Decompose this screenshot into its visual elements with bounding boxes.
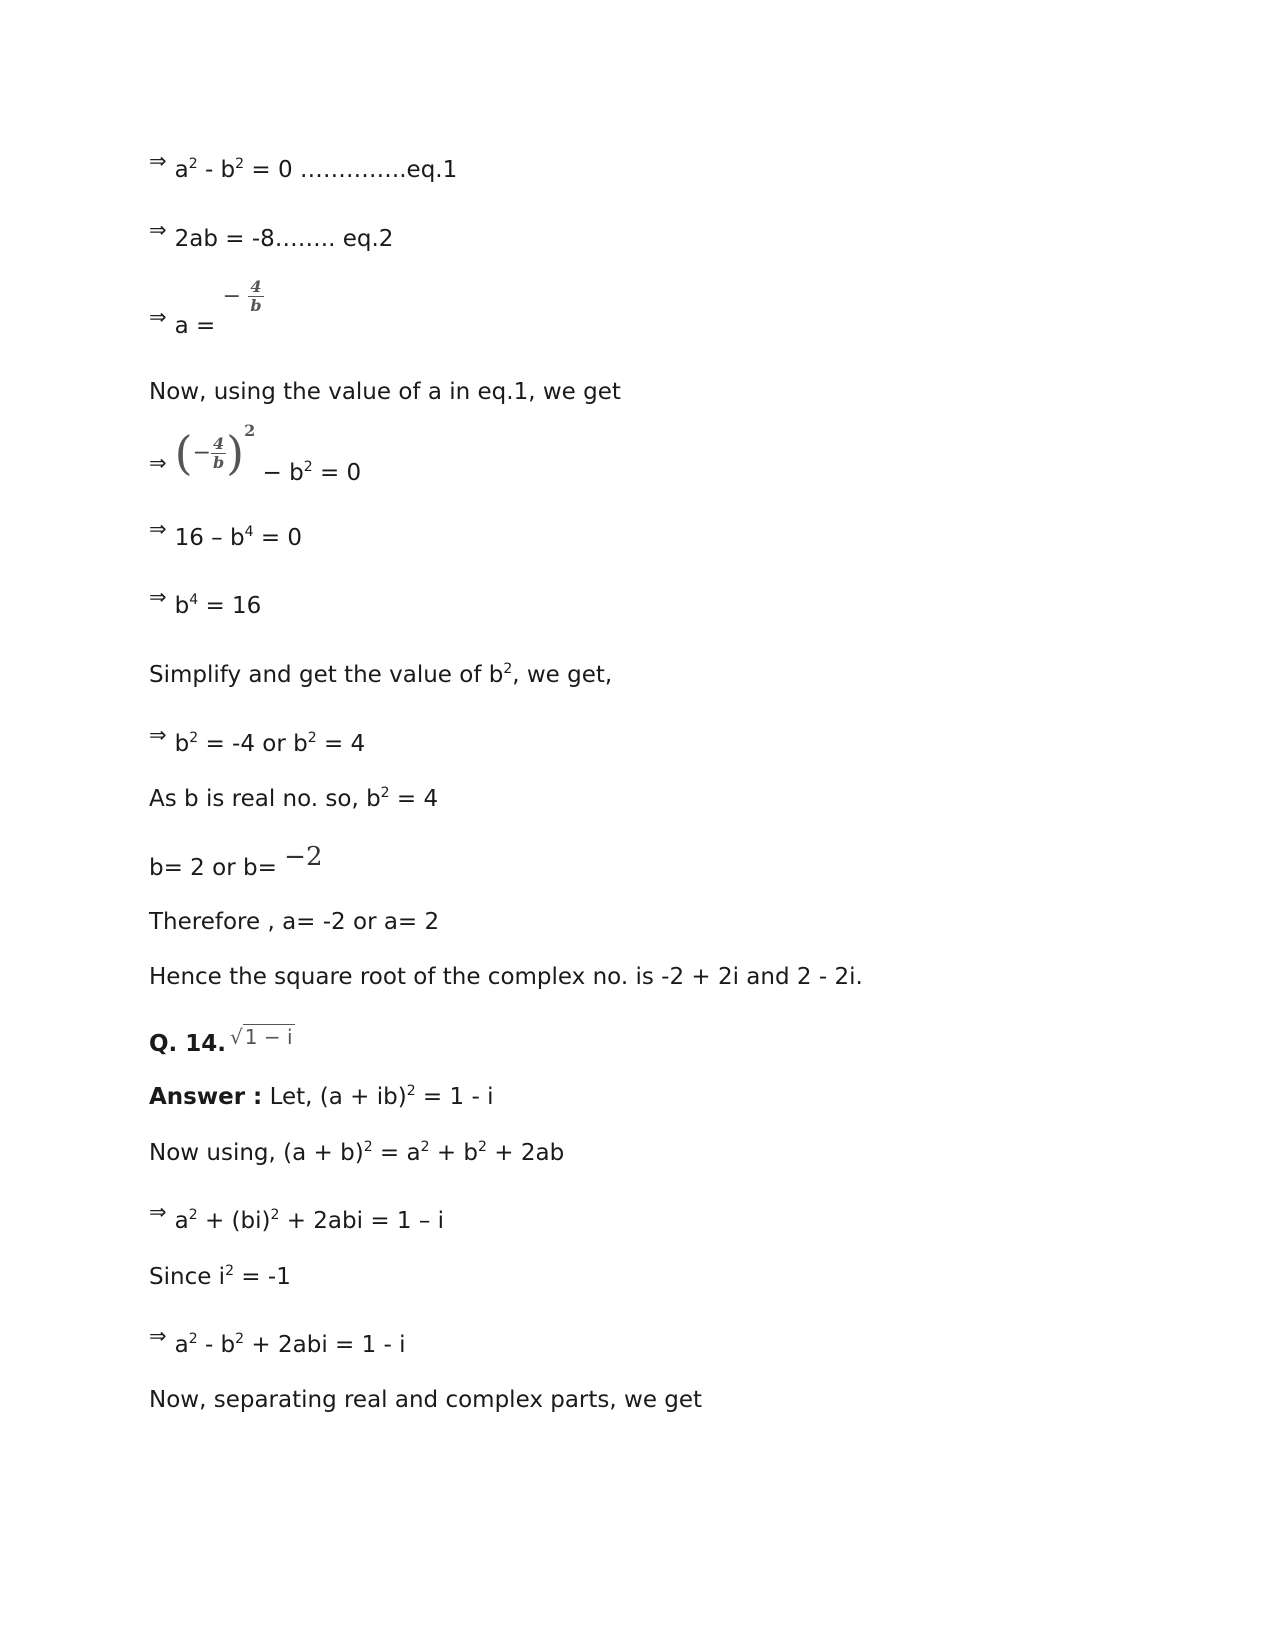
question-14-heading: Q. 14. √ 1 − i [149,1025,293,1057]
equation-line-7: ⇒ $b^4 = 16$ [149,585,262,619]
text-line-16: Now using, $(a + b)^2 = a^2 + b^2 + 2ab$ [149,1139,565,1166]
implies-arrow: ⇒ [149,723,167,747]
equation-line-17: ⇒ $a^2 + (bi)^2 + 2abi = 1 - i$ [149,1200,445,1234]
equation-line-3: ⇒ a = − $\frac{4}{b}$ [149,277,262,339]
implies-arrow: ⇒ [149,450,167,475]
text-line-10: As b is real no. so, $b^2 = 4$ [149,785,439,812]
text-line-11: b= 2 or b= −2 [149,842,323,881]
square-root-expression: √ 1 − i [230,1025,293,1049]
equation-line-9: ⇒ $b^2 = -4$ or $b^2 = 4$ [149,723,366,757]
implies-arrow: ⇒ [149,149,167,173]
text-line-20: Now, separating real and complex parts, we get [149,1387,703,1413]
equation-line-5: ⇒ (− $\frac{4}{b}$ )$^2 - b^2 = 0$ [149,420,362,486]
implies-arrow: ⇒ [149,1200,167,1224]
text-line-13: Hence the square root of the complex no. is -2 + 2i and 2 - 2i. [149,964,863,990]
fraction: $\frac{4}{b}$ [250,277,262,315]
answer-line: Answer : Let, (a + ib)$^2$ = 1 - i [149,1083,494,1110]
text-line-8: Simplify and get the value of $b^2$, we get, [149,661,613,688]
equation-line-1: ⇒ $a^2 - b^2 = 0$ …………..eq.1 [149,149,458,183]
text-line-12: Therefore , a= -2 or a= 2 [149,909,440,935]
implies-arrow: ⇒ [149,517,167,541]
equation-line-2: ⇒ 2ab = -8…….. eq.2 [149,218,394,252]
implies-arrow: ⇒ [149,218,167,242]
text-line-18: Since $i^2 = -1$ [149,1263,291,1290]
implies-arrow: ⇒ [149,585,167,609]
fraction-expression: − $\frac{4}{b}$ [222,277,262,315]
equation-line-19: ⇒ $a^2 - b^2 + 2abi = 1 - i$ [149,1324,406,1358]
implies-arrow: ⇒ [149,305,167,329]
implies-arrow: ⇒ [149,1324,167,1348]
squared-fraction: (− $\frac{4}{b}$ )$^2$ [174,420,256,480]
equation-line-6: ⇒ $16 - b^4 = 0$ [149,517,303,551]
text-line-4: Now, using the value of a in eq.1, we get [149,379,621,405]
